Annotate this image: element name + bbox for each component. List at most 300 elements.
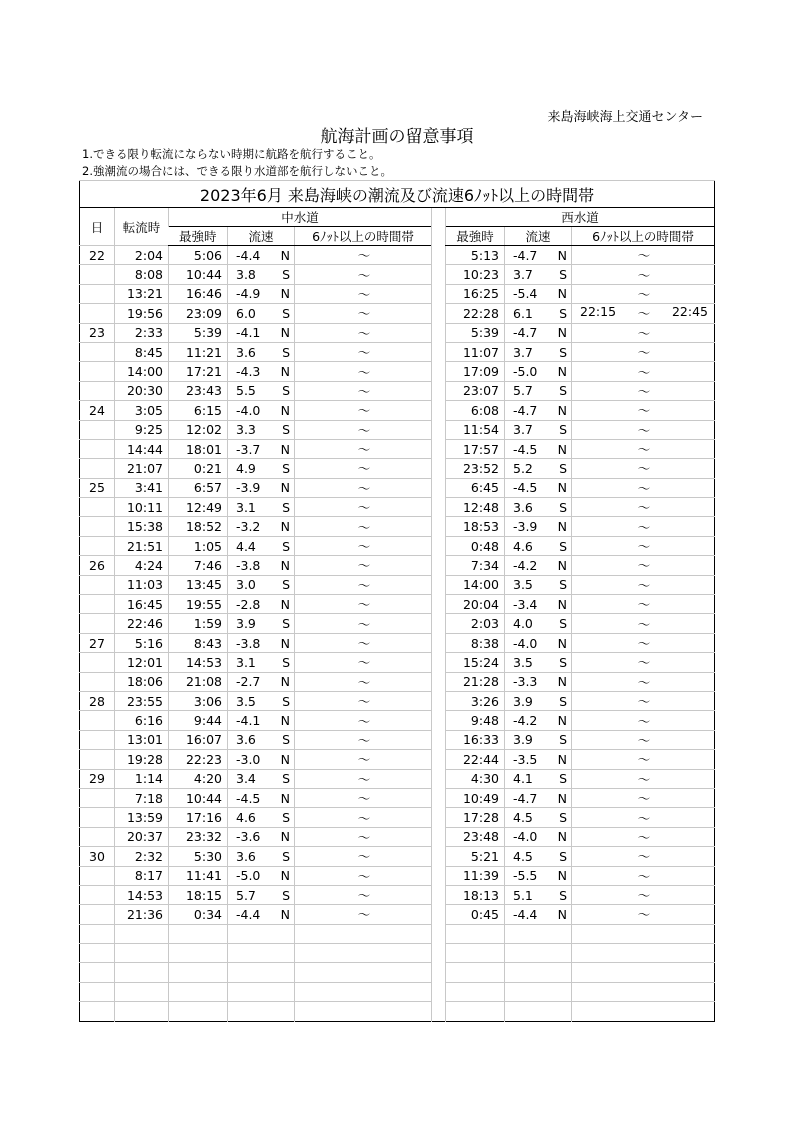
nishi-speed-cell — [505, 498, 572, 517]
empty-cell — [295, 982, 432, 1001]
table-row — [80, 750, 715, 769]
nishi-direction: N — [557, 286, 567, 302]
tilde-mark: ～ — [357, 597, 371, 613]
naka-speed-cell — [228, 730, 295, 749]
speed-group — [228, 829, 294, 844]
band-group — [295, 401, 431, 419]
band-group — [572, 770, 714, 788]
table-row — [80, 536, 715, 555]
band-group — [572, 324, 714, 342]
empty-cell — [572, 924, 715, 943]
naka-speed-value: 4.9 — [236, 460, 256, 476]
nishi-band-cell — [572, 769, 715, 788]
naka-direction: N — [280, 557, 290, 573]
tilde-mark: ～ — [637, 539, 651, 555]
empty-cell — [169, 924, 228, 943]
speed-group — [505, 694, 571, 709]
turn-time-cell: 14:53 — [115, 885, 169, 904]
tilde-mark: ～ — [357, 616, 371, 632]
empty-cell — [572, 1002, 715, 1021]
band-group — [572, 595, 714, 613]
gap-cell — [432, 866, 446, 885]
empty-cell — [169, 963, 228, 982]
nishi-speed-value: -3.3 — [513, 674, 538, 690]
nishi-speed-cell — [505, 672, 572, 691]
tilde-mark: ～ — [357, 539, 371, 555]
naka-speed-value: 3.4 — [236, 771, 256, 787]
turn-time-cell: 2:04 — [115, 246, 169, 265]
day-cell — [80, 905, 115, 924]
speed-group — [505, 752, 571, 767]
speed-group — [505, 325, 571, 340]
naka-max-time-cell: 11:41 — [169, 866, 228, 885]
naka-max-time-cell: 1:05 — [169, 536, 228, 555]
speed-group — [505, 539, 571, 554]
nishi-max-time-cell: 23:52 — [446, 459, 505, 478]
naka-speed-cell — [228, 672, 295, 691]
gap-cell — [432, 885, 446, 904]
nishi-max-time-cell: 11:39 — [446, 866, 505, 885]
gap-cell — [432, 711, 446, 730]
tilde-mark: ～ — [357, 364, 371, 380]
naka-speed-value: -3.7 — [236, 441, 261, 457]
band-group — [295, 847, 431, 865]
naka-speed-value: -3.0 — [236, 751, 261, 767]
day-cell: 26 — [80, 556, 115, 575]
gap-cell — [432, 439, 446, 458]
naka-speed-value: 4.4 — [236, 538, 256, 554]
tilde-mark: ～ — [637, 480, 651, 496]
band-group — [295, 867, 431, 885]
day-cell — [80, 536, 115, 555]
header-nishi-suido: 西水道 — [446, 208, 715, 227]
band-group — [572, 382, 714, 400]
naka-band-cell — [295, 246, 432, 265]
empty-row — [80, 982, 715, 1001]
nishi-max-time-cell: 0:45 — [446, 905, 505, 924]
band-group — [295, 673, 431, 691]
band-group — [572, 731, 714, 749]
empty-cell — [505, 963, 572, 982]
tilde-mark: ～ — [357, 694, 371, 710]
naka-speed-cell — [228, 556, 295, 575]
table-row — [80, 362, 715, 381]
band-group — [572, 343, 714, 361]
tilde-mark: ～ — [357, 868, 371, 884]
naka-max-time-cell: 18:15 — [169, 885, 228, 904]
nishi-speed-value: 3.9 — [513, 693, 533, 709]
band-group — [295, 828, 431, 846]
nishi-max-time-cell: 9:48 — [446, 711, 505, 730]
tilde-mark: ～ — [357, 636, 371, 651]
nishi-max-time-cell: 22:28 — [446, 304, 505, 323]
nishi-max-time-cell: 17:28 — [446, 808, 505, 827]
speed-group — [228, 713, 294, 728]
empty-cell — [169, 1002, 228, 1021]
empty-cell — [505, 1002, 572, 1021]
day-cell — [80, 750, 115, 769]
naka-band-cell — [295, 595, 432, 614]
naka-direction: S — [282, 344, 290, 360]
naka-direction: N — [280, 674, 290, 690]
nishi-speed-cell — [505, 304, 572, 323]
turn-time-cell: 3:05 — [115, 401, 169, 420]
speed-group — [228, 519, 294, 534]
naka-speed-cell — [228, 478, 295, 497]
tilde-mark: ～ — [637, 558, 651, 574]
speed-group — [505, 810, 571, 825]
tilde-mark: ～ — [357, 500, 371, 516]
turn-time-cell: 8:45 — [115, 342, 169, 361]
nishi-direction: N — [557, 441, 567, 457]
nishi-band-cell — [572, 459, 715, 478]
naka-speed-value: 4.6 — [236, 810, 256, 826]
tilde-mark: ～ — [637, 461, 651, 477]
day-cell — [80, 284, 115, 303]
table-title: 2023年6月 来島海峡の潮流及び流速6ﾉｯﾄ以上の時間帯 — [80, 181, 715, 208]
naka-speed-cell — [228, 885, 295, 904]
naka-direction: N — [280, 751, 290, 767]
naka-speed-cell — [228, 536, 295, 555]
band-group — [572, 576, 714, 594]
empty-cell — [169, 982, 228, 1001]
naka-direction: S — [282, 577, 290, 593]
naka-max-time-cell: 10:44 — [169, 265, 228, 284]
nishi-max-time-cell: 18:13 — [446, 885, 505, 904]
nishi-direction: S — [559, 887, 567, 903]
band-group — [295, 518, 431, 536]
turn-time-cell: 18:06 — [115, 672, 169, 691]
nishi-max-time-cell: 7:34 — [446, 556, 505, 575]
tilde-mark: ～ — [357, 713, 371, 729]
tilde-mark: ～ — [357, 383, 371, 399]
naka-band-cell — [295, 711, 432, 730]
nishi-speed-value: 3.7 — [513, 267, 533, 283]
turn-time-cell: 19:56 — [115, 304, 169, 323]
speed-group — [228, 306, 294, 321]
naka-speed-cell — [228, 847, 295, 866]
gap-cell — [432, 595, 446, 614]
speed-group — [505, 500, 571, 515]
band-group — [295, 459, 431, 477]
tilde-mark: ～ — [357, 248, 371, 264]
band-group — [295, 750, 431, 768]
naka-band-cell — [295, 439, 432, 458]
table-row — [80, 847, 715, 866]
naka-speed-value: -4.4 — [236, 247, 261, 263]
band-group — [295, 363, 431, 381]
speed-group — [228, 422, 294, 437]
nishi-direction: S — [559, 693, 567, 709]
day-cell: 28 — [80, 691, 115, 710]
nishi-speed-cell — [505, 730, 572, 749]
naka-speed-cell — [228, 769, 295, 788]
nishi-max-time-cell: 16:33 — [446, 730, 505, 749]
turn-time-cell: 14:00 — [115, 362, 169, 381]
empty-cell — [505, 944, 572, 963]
nishi-speed-value: -4.7 — [513, 247, 538, 263]
nishi-speed-value: -4.7 — [513, 325, 538, 341]
naka-speed-cell — [228, 265, 295, 284]
nishi-band-start: 22:15 — [580, 304, 617, 320]
naka-max-time-cell: 11:21 — [169, 342, 228, 361]
day-cell: 30 — [80, 847, 115, 866]
tilde-mark: ～ — [637, 422, 651, 438]
empty-cell — [446, 944, 505, 963]
nishi-band-cell — [572, 381, 715, 400]
band-group — [572, 867, 714, 885]
nishi-band-cell — [572, 556, 715, 575]
tilde-mark: ～ — [637, 907, 651, 923]
speed-group — [505, 674, 571, 689]
naka-speed-cell — [228, 750, 295, 769]
naka-band-cell — [295, 905, 432, 924]
speed-group — [228, 539, 294, 554]
day-cell — [80, 265, 115, 284]
empty-cell — [505, 924, 572, 943]
naka-direction: S — [282, 771, 290, 787]
band-group — [295, 498, 431, 516]
tilde-mark: ～ — [637, 345, 651, 361]
speed-group — [505, 888, 571, 903]
turn-time-cell: 8:17 — [115, 866, 169, 885]
empty-cell — [572, 982, 715, 1001]
nishi-direction: N — [557, 790, 567, 806]
naka-max-time-cell: 5:30 — [169, 847, 228, 866]
speed-group — [505, 442, 571, 457]
tilde-mark: ～ — [357, 286, 371, 302]
naka-speed-value: 6.0 — [236, 305, 256, 321]
speed-group — [505, 558, 571, 573]
naka-direction: S — [282, 267, 290, 283]
tilde-mark: ～ — [357, 519, 371, 535]
nishi-speed-cell — [505, 459, 572, 478]
header-turn: 転流時 — [115, 208, 169, 246]
speed-group — [228, 674, 294, 689]
speed-group — [228, 286, 294, 301]
gap-cell — [432, 323, 446, 342]
day-cell: 23 — [80, 323, 115, 342]
naka-direction: S — [282, 460, 290, 476]
nishi-speed-cell — [505, 905, 572, 924]
day-cell — [80, 362, 115, 381]
tilde-mark: ～ — [357, 577, 371, 593]
nishi-direction: N — [557, 480, 567, 496]
band-group — [572, 634, 714, 652]
tidal-current-table — [79, 180, 715, 1022]
naka-direction: S — [282, 693, 290, 709]
turn-time-cell: 10:11 — [115, 498, 169, 517]
nishi-direction: N — [557, 557, 567, 573]
tilde-mark: ～ — [637, 636, 651, 651]
nishi-speed-cell — [505, 827, 572, 846]
speed-group — [505, 480, 571, 495]
tilde-mark: ～ — [357, 907, 371, 923]
nishi-speed-cell — [505, 614, 572, 633]
day-cell — [80, 614, 115, 633]
band-group — [295, 576, 431, 594]
naka-direction: S — [282, 654, 290, 670]
tilde-mark: ～ — [637, 616, 651, 632]
nishi-band-cell — [572, 750, 715, 769]
naka-band-cell — [295, 517, 432, 536]
naka-max-time-cell: 23:43 — [169, 381, 228, 400]
gap-cell — [432, 459, 446, 478]
day-cell: 22 — [80, 246, 115, 265]
empty-cell — [505, 982, 572, 1001]
naka-direction: S — [282, 422, 290, 438]
naka-speed-value: -5.0 — [236, 868, 261, 884]
nishi-max-time-cell: 15:24 — [446, 653, 505, 672]
nishi-speed-value: 4.5 — [513, 810, 533, 826]
naka-band-cell — [295, 769, 432, 788]
band-group — [572, 421, 714, 439]
naka-direction: N — [280, 790, 290, 806]
header-naka-speed: 流速 — [228, 227, 295, 246]
naka-max-time-cell: 0:21 — [169, 459, 228, 478]
nishi-band-cell — [572, 246, 715, 265]
nishi-speed-cell — [505, 517, 572, 536]
gap-cell — [432, 304, 446, 323]
naka-speed-value: 3.6 — [236, 732, 256, 748]
speed-group — [505, 519, 571, 534]
nishi-band-cell — [572, 439, 715, 458]
table-row — [80, 595, 715, 614]
nishi-direction: S — [559, 305, 567, 321]
nishi-direction: S — [559, 848, 567, 864]
table-row — [80, 304, 715, 323]
speed-group — [228, 325, 294, 340]
speed-group — [505, 461, 571, 476]
speed-group — [505, 616, 571, 631]
gap-cell — [432, 944, 446, 963]
speed-group — [505, 597, 571, 612]
nishi-speed-value: -4.7 — [513, 790, 538, 806]
naka-band-cell — [295, 342, 432, 361]
tilde-mark: ～ — [637, 442, 651, 458]
naka-speed-cell — [228, 866, 295, 885]
tilde-mark: ～ — [357, 849, 371, 865]
band-group — [572, 847, 714, 865]
empty-cell — [295, 944, 432, 963]
gap-cell — [432, 905, 446, 924]
header-nishi-speed: 流速 — [505, 227, 572, 246]
band-group — [572, 615, 714, 633]
nishi-max-time-cell: 18:53 — [446, 517, 505, 536]
nishi-band-cell — [572, 478, 715, 497]
band-group — [295, 421, 431, 439]
tilde-mark: ～ — [357, 422, 371, 438]
nishi-speed-value: -4.2 — [513, 557, 538, 573]
turn-time-cell: 11:03 — [115, 575, 169, 594]
band-group — [295, 595, 431, 613]
band-group — [572, 692, 714, 710]
naka-direction: S — [282, 810, 290, 826]
tilde-mark: ～ — [637, 849, 651, 865]
nishi-band-cell — [572, 633, 715, 652]
nishi-direction: S — [559, 577, 567, 593]
speed-group — [505, 791, 571, 806]
tilde-mark: ～ — [357, 752, 371, 768]
nishi-direction: S — [559, 422, 567, 438]
naka-max-time-cell: 12:49 — [169, 498, 228, 517]
naka-max-time-cell: 17:16 — [169, 808, 228, 827]
nishi-direction: N — [557, 868, 567, 884]
naka-speed-cell — [228, 498, 295, 517]
band-group — [295, 285, 431, 303]
turn-time-cell: 15:38 — [115, 517, 169, 536]
note-2: 2.強潮流の場合には、できる限り水道部を航行しないこと。 — [82, 164, 392, 178]
speed-group — [228, 364, 294, 379]
naka-speed-value: 3.5 — [236, 693, 256, 709]
naka-speed-cell — [228, 575, 295, 594]
band-group — [572, 750, 714, 768]
nishi-direction: S — [559, 654, 567, 670]
turn-time-cell: 21:07 — [115, 459, 169, 478]
band-group — [295, 770, 431, 788]
nishi-max-time-cell: 23:48 — [446, 827, 505, 846]
nishi-band-cell — [572, 304, 715, 323]
table-row — [80, 730, 715, 749]
empty-cell — [295, 963, 432, 982]
naka-speed-value: -2.8 — [236, 596, 261, 612]
gap-cell — [432, 362, 446, 381]
gap-cell — [432, 536, 446, 555]
speed-group — [505, 267, 571, 282]
naka-speed-value: -3.2 — [236, 519, 261, 535]
nishi-band-cell — [572, 711, 715, 730]
naka-direction: S — [282, 616, 290, 632]
turn-time-cell: 9:25 — [115, 420, 169, 439]
tilde-mark: ～ — [637, 248, 651, 264]
table-row — [80, 633, 715, 652]
nishi-max-time-cell: 10:23 — [446, 265, 505, 284]
nishi-direction: N — [557, 635, 567, 651]
nishi-direction: S — [559, 499, 567, 515]
nishi-direction: N — [557, 519, 567, 535]
speed-group — [505, 868, 571, 883]
day-cell: 29 — [80, 769, 115, 788]
nishi-speed-value: -4.0 — [513, 829, 538, 845]
naka-speed-cell — [228, 595, 295, 614]
nishi-band-cell — [572, 788, 715, 807]
nishi-speed-cell — [505, 401, 572, 420]
naka-speed-cell — [228, 653, 295, 672]
gap-cell — [432, 691, 446, 710]
tilde-mark: ～ — [637, 500, 651, 516]
day-cell — [80, 866, 115, 885]
nishi-max-time-cell: 21:28 — [446, 672, 505, 691]
nishi-max-time-cell: 2:03 — [446, 614, 505, 633]
empty-row — [80, 924, 715, 943]
nishi-max-time-cell: 5:13 — [446, 246, 505, 265]
nishi-direction: N — [557, 751, 567, 767]
empty-row — [80, 944, 715, 963]
nishi-max-time-cell: 11:54 — [446, 420, 505, 439]
day-cell — [80, 439, 115, 458]
turn-time-cell: 20:37 — [115, 827, 169, 846]
organization-name: 来島海峡海上交通センター — [547, 110, 703, 125]
band-group — [295, 653, 431, 671]
naka-speed-cell — [228, 827, 295, 846]
table-row — [80, 556, 715, 575]
naka-speed-value: -4.4 — [236, 906, 261, 922]
tilde-mark: ～ — [357, 345, 371, 361]
nishi-direction: S — [559, 344, 567, 360]
table-row — [80, 284, 715, 303]
empty-cell — [446, 963, 505, 982]
nishi-speed-value: -3.4 — [513, 596, 538, 612]
